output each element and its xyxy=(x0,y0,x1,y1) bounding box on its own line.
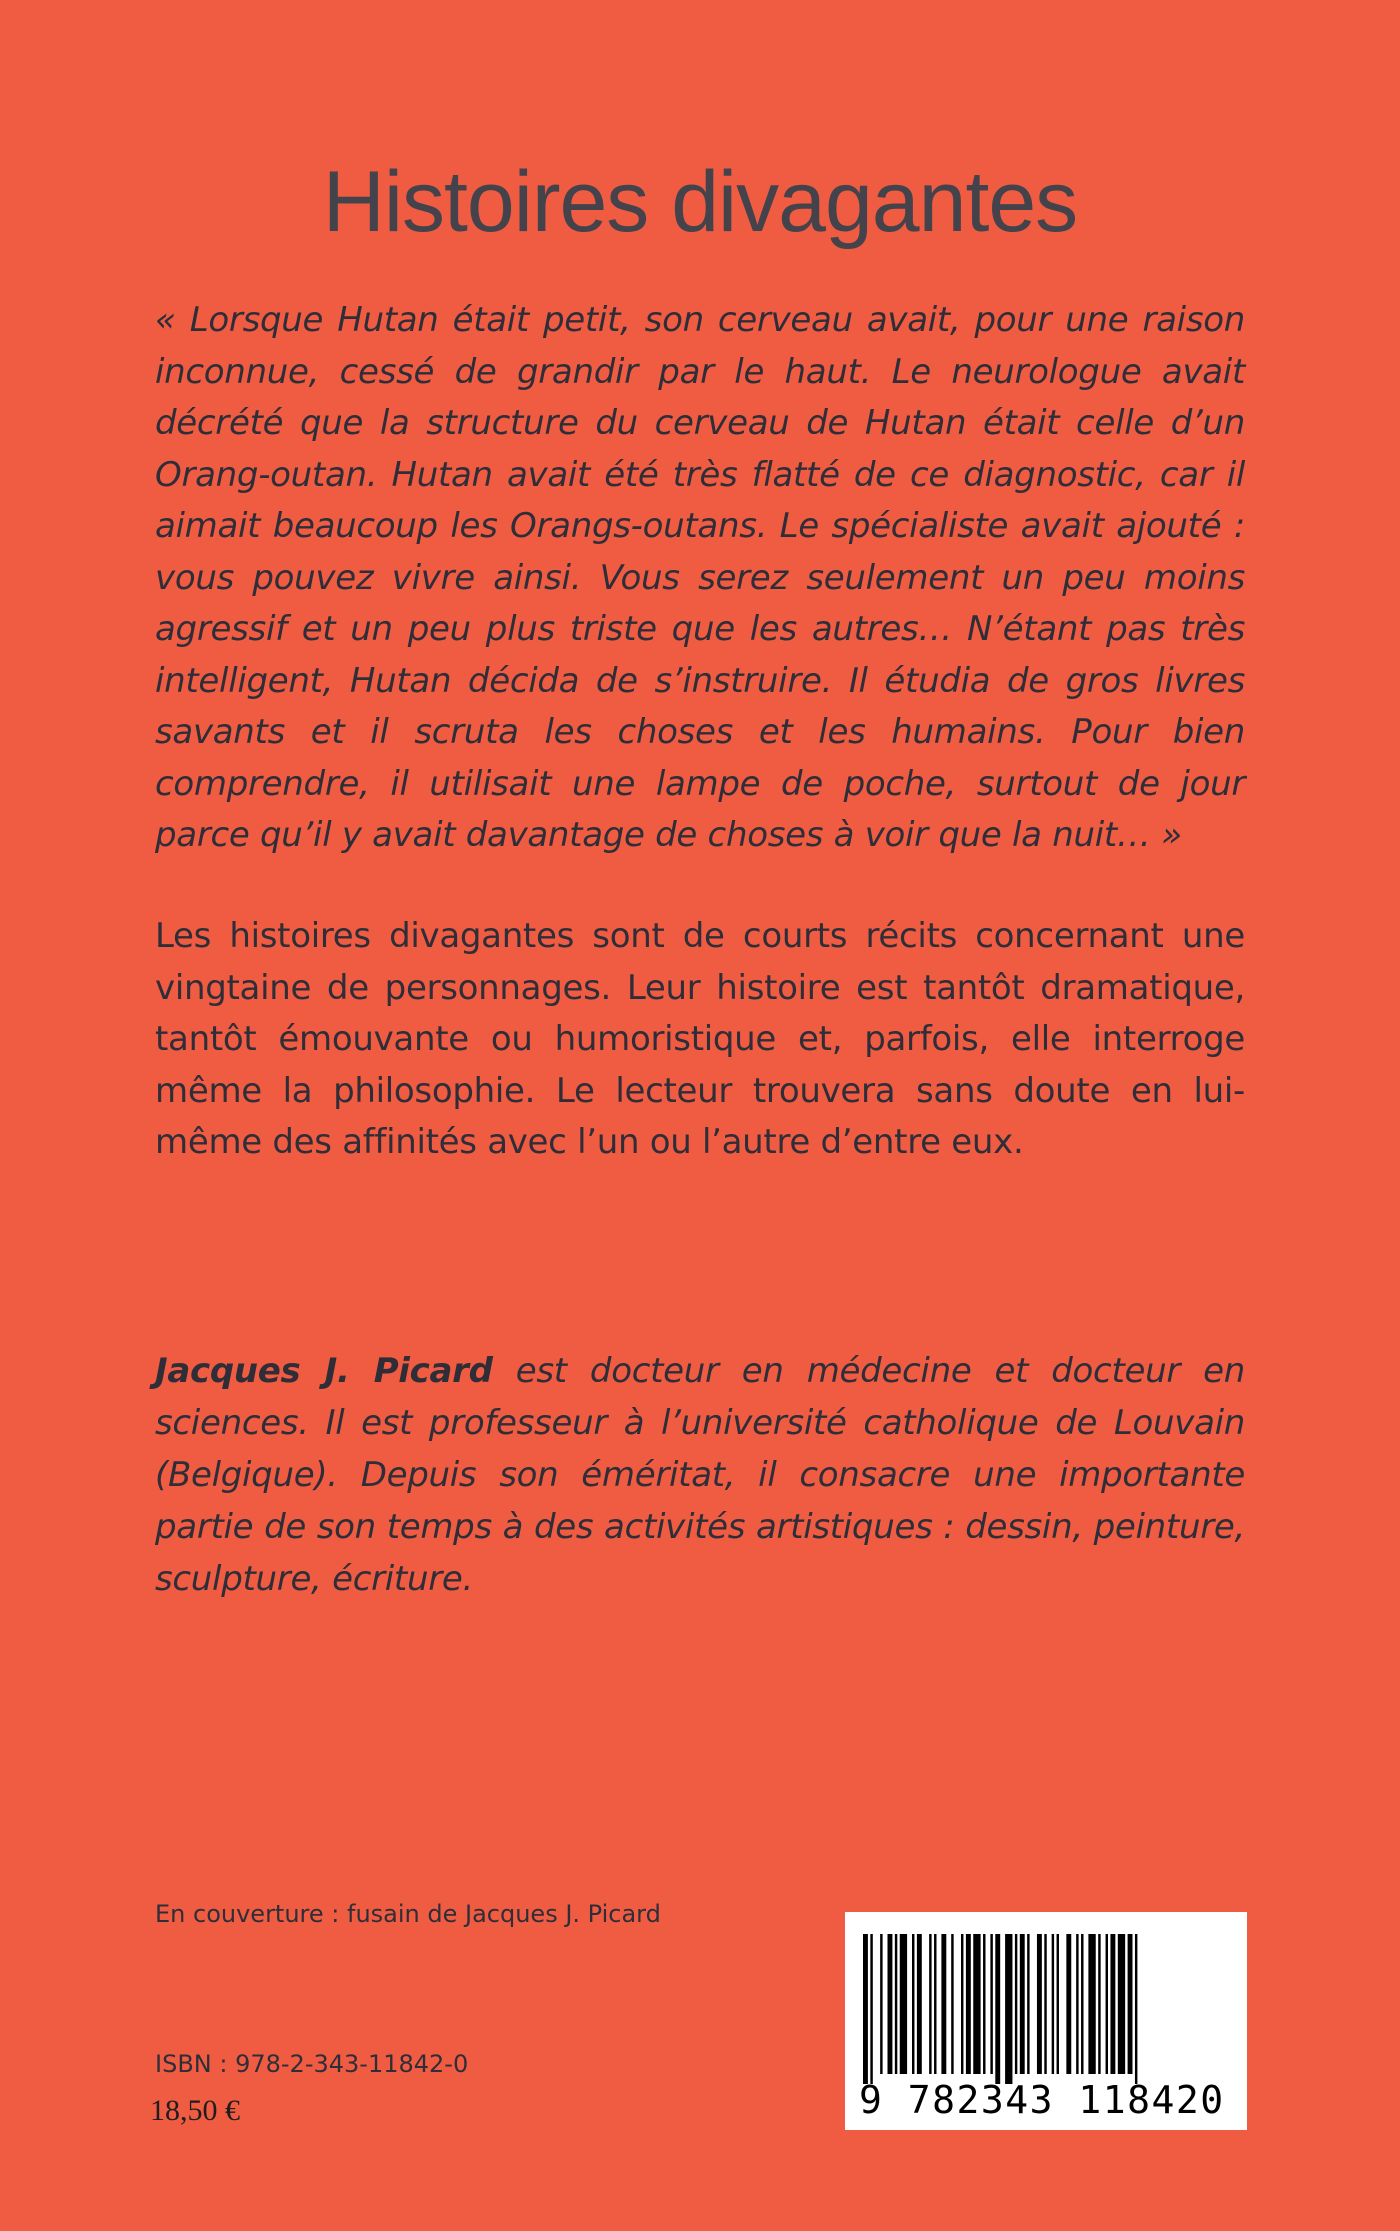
author-bio-text: est docteur en médecine et docteur en sciences. Il est professeur à l’université catholique de Louvain (Belgique). Depuis son éméritat, il consacre une importante partie de son temps à des activités artistiques : dessin, peinture, sculpture, écriture. xyxy=(155,1351,1245,1599)
barcode-bar xyxy=(941,1934,946,2074)
barcode-bar xyxy=(1106,1934,1108,2074)
barcode-bar xyxy=(900,1934,907,2074)
barcode-bar xyxy=(1057,1934,1059,2074)
barcode-bar xyxy=(1135,1934,1137,2084)
barcode-bar xyxy=(863,1934,868,2084)
cover-credit: En couverture : fusain de Jacques J. Picard xyxy=(155,1900,661,1928)
barcode-bar xyxy=(1098,1934,1100,2074)
barcode-bar xyxy=(934,1934,936,2074)
barcode-digits: 9 782343 118420 xyxy=(859,2078,1225,2122)
barcode-bar xyxy=(966,1934,971,2074)
barcode-bar xyxy=(929,1934,931,2074)
barcode-bar xyxy=(912,1934,914,2074)
barcode-bar xyxy=(961,1934,963,2074)
barcode-bar xyxy=(1076,1934,1078,2074)
barcode-bar xyxy=(1020,1934,1025,2074)
author-name: Jacques J. Picard xyxy=(155,1351,493,1391)
barcode-bar xyxy=(1044,1934,1046,2074)
barcode-bar xyxy=(870,1934,872,2084)
barcode-bar xyxy=(990,1934,992,2074)
excerpt-quote: « Lorsque Hutan était petit, son cerveau avait, pour une raison inconnue, cessé de grandir par le haut. Le neurologue avait décrété que la structure du cerveau de Hutan était celle d’un Orang-outan. Hutan avait été très flatté de ce diagnostic, car il aimait beaucoup les Orangs-outans. Le spécialiste avait ajouté : vous pouvez vivre ainsi. Vous serez seulement un peu moins agressif et un peu plus triste que les autres… N’étant pas très intelligent, Hutan décida de s’instruire. Il étudia de gros livres savants et il scruta les choses et les humains. Pour bien comprendre, il utilisait une lampe de poche, surtout de jour parce qu’il y avait davantage de choses à voir que la nuit… » xyxy=(155,300,1245,855)
barcode-bar xyxy=(1088,1934,1095,2074)
barcode-bar xyxy=(1110,1934,1115,2074)
barcode-bar xyxy=(895,1934,897,2074)
author-bio xyxy=(155,1345,1245,1605)
barcode-bar xyxy=(1015,1934,1017,2074)
barcode-bar xyxy=(1081,1934,1083,2074)
barcode-bar xyxy=(973,1934,980,2074)
barcode-bar xyxy=(888,1934,893,2074)
barcode-bar xyxy=(1005,1934,1012,2084)
barcode-bar xyxy=(880,1934,882,2074)
isbn: ISBN : 978-2-343-11842-0 xyxy=(155,2050,469,2078)
barcode-bar xyxy=(983,1934,985,2074)
barcode-bar xyxy=(1128,1934,1133,2074)
barcode-bar xyxy=(995,1934,1000,2084)
barcode-bar xyxy=(1037,1934,1042,2074)
book-title: Histoires divagantes xyxy=(322,154,1078,250)
barcode-bar xyxy=(1027,1934,1029,2074)
barcode-bar xyxy=(1066,1934,1071,2074)
barcode-bar xyxy=(1118,1934,1125,2074)
barcode-bar xyxy=(917,1934,922,2074)
barcode xyxy=(845,1912,1247,2130)
book-summary: Les histoires divagantes sont de courts récits concernant une vingtaine de personnages. Leur histoire est tantôt dramatique, tantôt émouvante ou humoristique et, parfois, elle interroge même la philosophie. Le lecteur trouvera sans doute en lui-même des affinités avec l’un ou l’autre d’entre eux. xyxy=(155,916,1245,1162)
price: 18,50 € xyxy=(150,2094,240,2127)
barcode-bar xyxy=(951,1934,953,2074)
barcode-bar xyxy=(1052,1934,1054,2074)
